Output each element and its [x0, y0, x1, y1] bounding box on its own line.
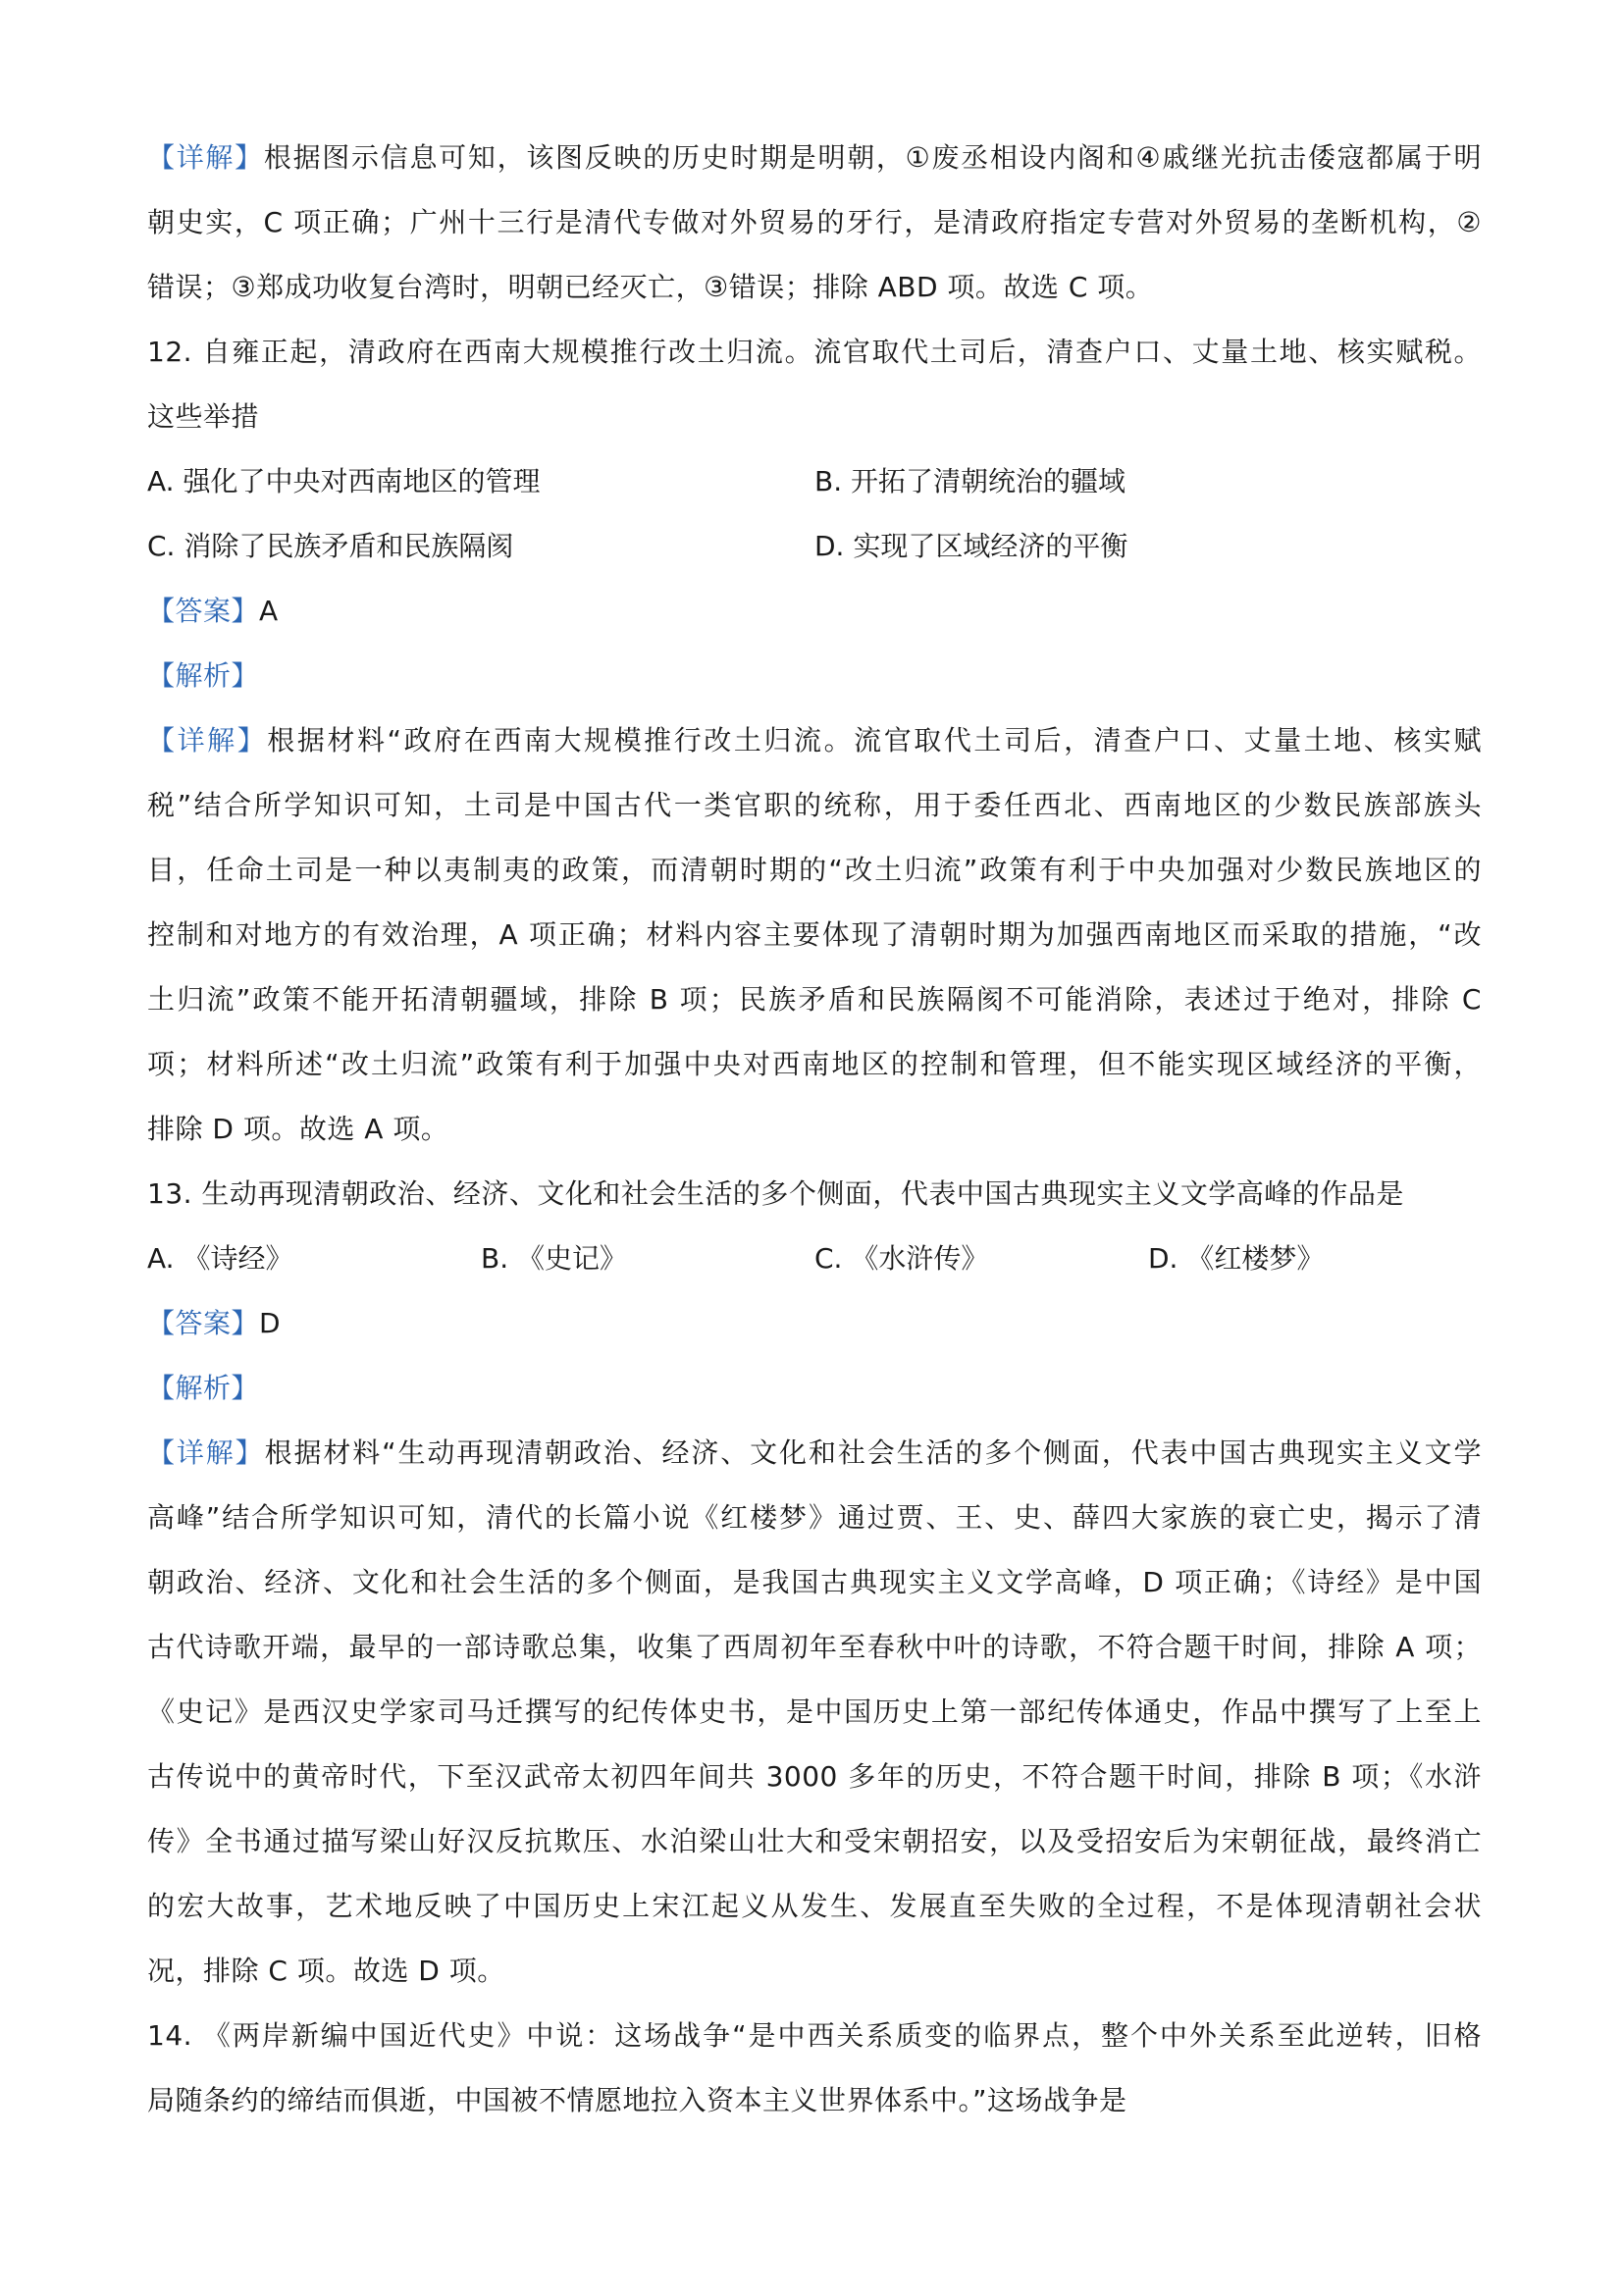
- q14-stem-line-1: 14. 《两岸新编中国近代史》中说：这场战争“是中西关系质变的临界点，整个中外关系至此逆转，旧格: [147, 2019, 1482, 2052]
- q13-detail-line-6: 古传说中的黄帝时代，下至汉武帝太初四年间共 3000 多年的历史，不符合题干时间，排除 B 项；《水浒: [147, 1760, 1482, 1793]
- q13-detail-line-1: 【详解】根据材料“生动再现清朝政治、经济、文化和社会生活的多个侧面，代表中国古典现实主义文学: [147, 1436, 1482, 1469]
- q12-option-d: D. 实现了区域经济的平衡: [814, 530, 1128, 562]
- q12-detail-line-5: 土归流”政策不能开拓清朝疆域，排除 B 项；民族矛盾和民族隔阂不可能消除，表述过于绝对，排除 C: [147, 983, 1482, 1016]
- q12-analysis: [147, 644, 1482, 708]
- document-page: [147, 126, 1482, 2133]
- q11-detail-line-1: 【详解】根据图示信息可知，该图反映的历史时期是明朝，①废丞相设内阁和④戚继光抗击倭寇都属于明: [147, 141, 1482, 174]
- q13-answer: [147, 1291, 1482, 1356]
- detail-tag: 【详解】: [147, 724, 268, 757]
- q12-option-a: A. 强化了中央对西南地区的管理: [147, 465, 541, 497]
- detail-tag: 【详解】: [147, 1436, 265, 1469]
- q11-detail-line-2: 朝史实，C 项正确；广州十三行是清代专做对外贸易的牙行，是清政府指定专营对外贸易的垄断机构，②: [147, 206, 1482, 238]
- q13-option-a: A. 《诗经》: [147, 1242, 293, 1275]
- q13-analysis: [147, 1356, 1482, 1421]
- q13-detail-line-3: 朝政治、经济、文化和社会生活的多个侧面，是我国古典现实主义文学高峰，D 项正确；《诗经》是中国: [147, 1566, 1482, 1598]
- q13-options-row: [147, 1226, 1482, 1291]
- q12-stem-line-2: 这些举措: [147, 400, 260, 433]
- q13-detail-line-5: 《史记》是西汉史学家司马迁撰写的纪传体史书，是中国历史上第一部纪传体通史，作品中撰写了上至上: [147, 1696, 1482, 1728]
- analysis-tag: 【解析】: [147, 659, 260, 692]
- q11-detail-line-3: 错误；③郑成功收复台湾时，明朝已经灭亡，③错误；排除 ABD 项。故选 C 项。: [147, 271, 1154, 303]
- q12-detail-line-1: 【详解】根据材料“政府在西南大规模推行改土归流。流官取代土司后，清查户口、丈量土地、核实赋: [147, 724, 1482, 757]
- q13-detail-line-2: 高峰”结合所学知识可知，清代的长篇小说《红楼梦》通过贾、王、史、薛四大家族的衰亡史，揭示了清: [147, 1501, 1482, 1534]
- analysis-tag: 【解析】: [147, 1372, 260, 1404]
- q12-answer: [147, 579, 1482, 644]
- q13-option-c: C. 《水浒传》: [814, 1242, 989, 1275]
- q12-options-row-1: [147, 449, 1482, 514]
- q13-stem: 13. 生动再现清朝政治、经济、文化和社会生活的多个侧面，代表中国古典现实主义文学高峰的作品是: [147, 1177, 1404, 1210]
- answer-tag: 【答案】: [147, 1307, 260, 1339]
- q13-detail-line-9: 况，排除 C 项。故选 D 项。: [147, 1955, 505, 1987]
- q13-answer-value: D: [259, 1307, 282, 1339]
- q13-detail-line-8: 的宏大故事，艺术地反映了中国历史上宋江起义从发生、发展直至失败的全过程，不是体现清朝社会状: [147, 1890, 1482, 1922]
- q12-detail-line-3: 目，任命土司是一种以夷制夷的政策，而清朝时期的“改土归流”政策有利于中央加强对少数民族地区的: [147, 854, 1482, 886]
- q12-detail-line-2: 税”结合所学知识可知，土司是中国古代一类官职的统称，用于委任西北、西南地区的少数民族部族头: [147, 789, 1482, 821]
- answer-tag: 【答案】: [147, 595, 260, 627]
- q13-detail-line-4: 古代诗歌开端，最早的一部诗歌总集，收集了西周初年至春秋中叶的诗歌，不符合题干时间，排除 A 项；: [147, 1631, 1482, 1663]
- q14-stem-line-2: 局随条约的缔结而俱逝，中国被不情愿地拉入资本主义世界体系中。”这场战争是: [147, 2084, 1127, 2116]
- q12-detail-line-6: 项；材料所述“改土归流”政策有利于加强中央对西南地区的控制和管理，但不能实现区域经济的平衡，: [147, 1048, 1482, 1080]
- q13-option-b: B. 《史记》: [481, 1242, 628, 1275]
- q13-option-d: D. 《红楼梦》: [1148, 1242, 1325, 1275]
- q12-stem-line-1: 12. 自雍正起，清政府在西南大规模推行改土归流。流官取代土司后，清查户口、丈量土地、核实赋税。: [147, 336, 1482, 368]
- q12-option-b: B. 开拓了清朝统治的疆域: [814, 465, 1126, 497]
- q12-answer-value: A: [259, 595, 279, 627]
- q13-detail-line-7: 传》全书通过描写梁山好汉反抗欺压、水泊梁山壮大和受宋朝招安，以及受招安后为宋朝征战，最终消亡: [147, 1825, 1482, 1857]
- q12-option-c: C. 消除了民族矛盾和民族隔阂: [147, 530, 514, 562]
- q12-detail-line-4: 控制和对地方的有效治理，A 项正确；材料内容主要体现了清朝时期为加强西南地区而采取的措施，“改: [147, 918, 1482, 951]
- detail-tag: 【详解】: [147, 141, 264, 174]
- q12-options-row-2: [147, 514, 1482, 579]
- q12-detail-line-7: 排除 D 项。故选 A 项。: [147, 1113, 449, 1145]
